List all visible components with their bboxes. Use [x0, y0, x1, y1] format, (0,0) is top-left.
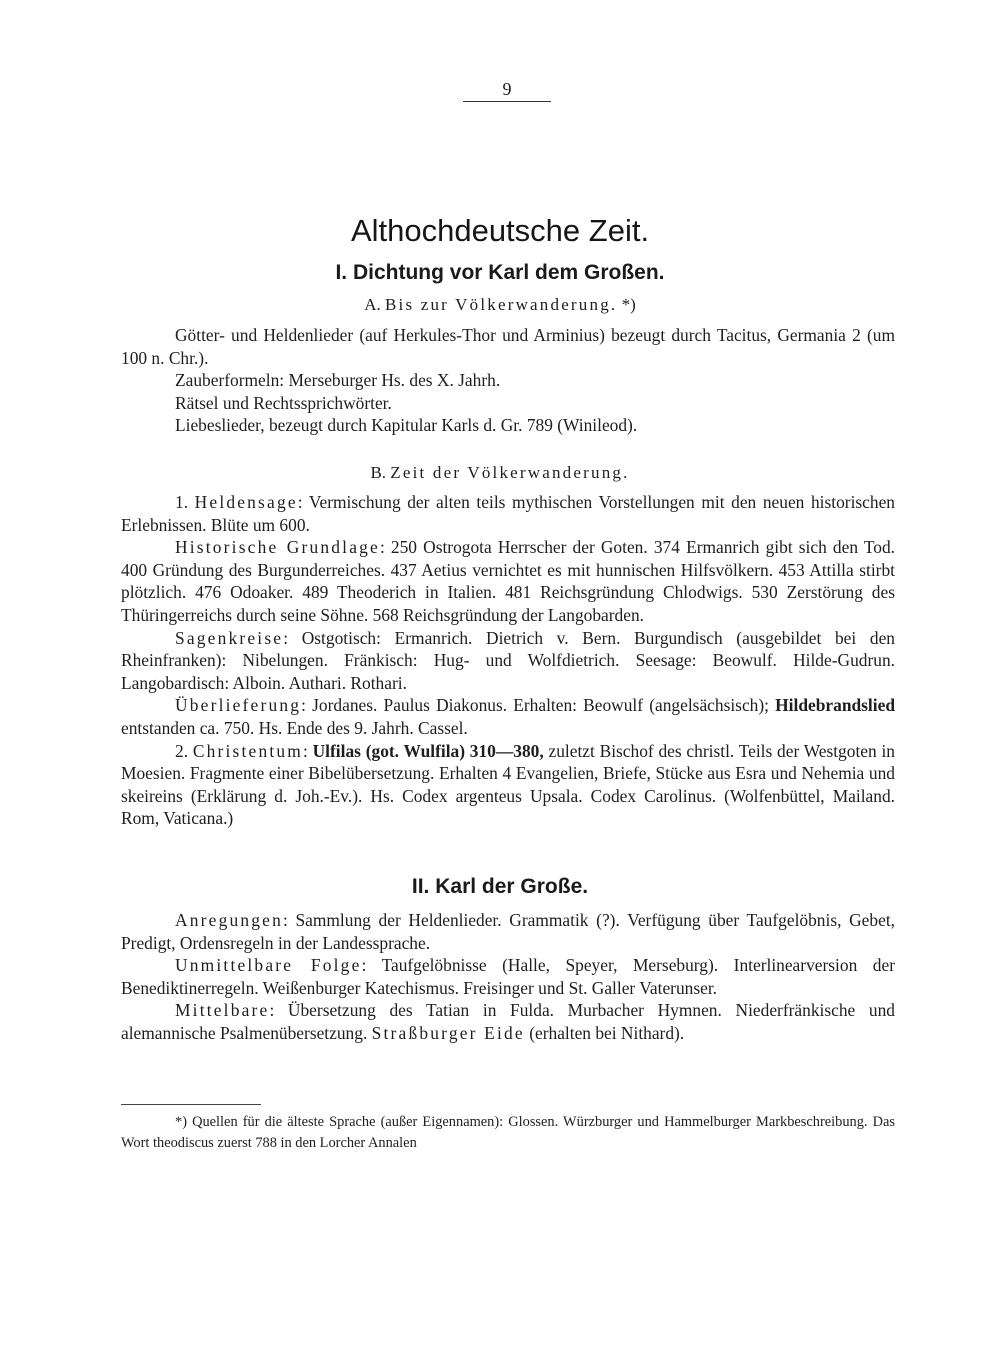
item-number: 2. — [175, 740, 193, 761]
term: Historische Grundlage — [175, 537, 380, 558]
section-2-text — [121, 909, 895, 1045]
subsection-heading-b — [0, 462, 1000, 484]
paragraph-mittelbare — [121, 999, 895, 1044]
subsection-heading-a — [0, 294, 1000, 316]
paragraph-grundlage — [121, 536, 895, 626]
subsection-label: B. — [370, 463, 387, 482]
paragraph-anregungen — [121, 909, 895, 954]
paragraph: Rätsel und Rechtssprichwörter. — [175, 392, 392, 413]
term: Überlieferung — [175, 695, 302, 716]
subsection-a-text — [121, 324, 895, 437]
paragraph-text: : — [303, 740, 313, 761]
paragraph-sagenkreise — [121, 627, 895, 695]
term: Christentum — [192, 740, 304, 761]
term: Mittelbare — [175, 1000, 270, 1021]
paragraph: Zauberformeln: Merseburger Hs. des X. Jahrh. — [175, 370, 501, 391]
term: Anregungen — [175, 910, 283, 930]
term: Sagenkreise — [175, 627, 284, 648]
paragraph-text: : Taufgelöbnisse (Halle, Speyer, Merseburg). Interlinearversion der Benediktinerregeln. Weißenburger Katechismus. Freisinger und St. Galler Vaterunser. — [121, 955, 896, 998]
term: Heldensage — [194, 492, 298, 512]
footnote: *) Quellen für die älteste Sprache (außer Eigennamen): Glossen. Würzburger und Hammelburger Markbeschreibung. Das Wort theodiscus zuerst 788 in den Lorcher Annalen — [121, 1114, 895, 1151]
paragraph-text: : Übersetzung des Tatian in Fulda. Murbacher Hymnen. Niederfränkische und alemannische Psalmenübersetzung. — [121, 1000, 895, 1043]
paragraph-text: : Ostgotisch: Ermanrich. Dietrich v. Bern. Burgundisch (ausgebildet bei den Rheinfranken): Nibelungen. Fränkisch: Hug- und Wolfdietrich. Seesage: Beowulf. Hilde-Gudrun. Langobardisch: Alboin. Authari. Rothari. — [121, 627, 895, 693]
page-title: Althochdeutsche Zeit. — [350, 213, 650, 248]
paragraph-text: : 250 Ostrogota Herrscher der Goten. 374 Ermanrich gibt sich den Tod. 400 Gründung des Burgunderreiches. 437 Aetius vernichtet es mit hunnischen Hilfsvölkern. 453 Attilla stirbt plötzlich. 476 Odoaker. 489 Theoderich in Italien. 481 Reichsgründung Chlodwigs. 530 Zerstörung des Thüringerreichs durch seine Söhne. 568 Reichsgründung der Langobarden. — [121, 537, 895, 625]
paragraph-text: zuletzt Bischof des christl. Teils der Westgoten in Moesien. Fragmente einer Bibelübersetzung. Erhalten 4 Evangelien, Briefe, Stücke aus Esra und Nehemia und skeireins (Erklärung d. Joh.-Ev.). Hs. Codex argenteus Upsala. Codex Carolinus. (Wolfenbüttel, Mailand. Rom, Vaticana.) — [121, 740, 895, 829]
paragraph-heldensage — [121, 491, 895, 536]
subsection-label: A. — [364, 295, 381, 314]
paragraph: Liebeslieder, bezeugt durch Kapitular Karls d. Gr. 789 (Winileod). — [175, 415, 638, 436]
subsection-title: Zeit der Völkerwanderung. — [390, 463, 630, 482]
bold-term: Ulfilas (got. Wulfila) 310—380, — [312, 740, 544, 761]
term: Unmittelbare Folge — [175, 955, 362, 976]
subsection-title: Bis zur Völkerwanderung. — [384, 295, 618, 314]
spaced-term: Straßburger Eide — [371, 1022, 525, 1043]
paragraph: Götter- und Heldenlieder (auf Herkules-Thor und Arminius) bezeugt durch Tacitus, Germania 2 (um 100 n. Chr.). — [121, 325, 895, 368]
paragraph-christentum — [121, 740, 895, 830]
paragraph-text: : Sammlung der Heldenlieder. Grammatik (?). Verfügung über Taufgelöbnis, Gebet, Predigt, Ordensregeln in der Landessprache. — [121, 910, 895, 953]
page-number: 9 — [463, 78, 551, 102]
paragraph-text: : Jordanes. Paulus Diakonus. Erhalten: Beowulf (angelsächsisch); — [301, 695, 776, 716]
section-heading-1: I. Dichtung vor Karl dem Großen. — [335, 261, 665, 284]
item-number: 1. — [175, 492, 195, 512]
paragraph-text: : Vermischung der alten teils mythischen Vorstellungen mit den neuen historischen Erlebnissen. Blüte um 600. — [121, 492, 895, 535]
paragraph-ueberlieferung — [121, 694, 895, 739]
paragraph-unmittelbare — [121, 954, 895, 999]
footnote-marker: *) — [617, 295, 636, 314]
paragraph-text: (erhalten bei Nithard). — [524, 1022, 685, 1043]
paragraph-text: entstanden ca. 750. Hs. Ende des 9. Jahrh. Cassel. — [121, 717, 468, 738]
subsection-b-text — [121, 491, 895, 830]
section-heading-2: II. Karl der Große. — [411, 875, 589, 898]
bold-term: Hildebrandslied — [775, 695, 895, 716]
footnote-divider — [121, 1104, 261, 1105]
